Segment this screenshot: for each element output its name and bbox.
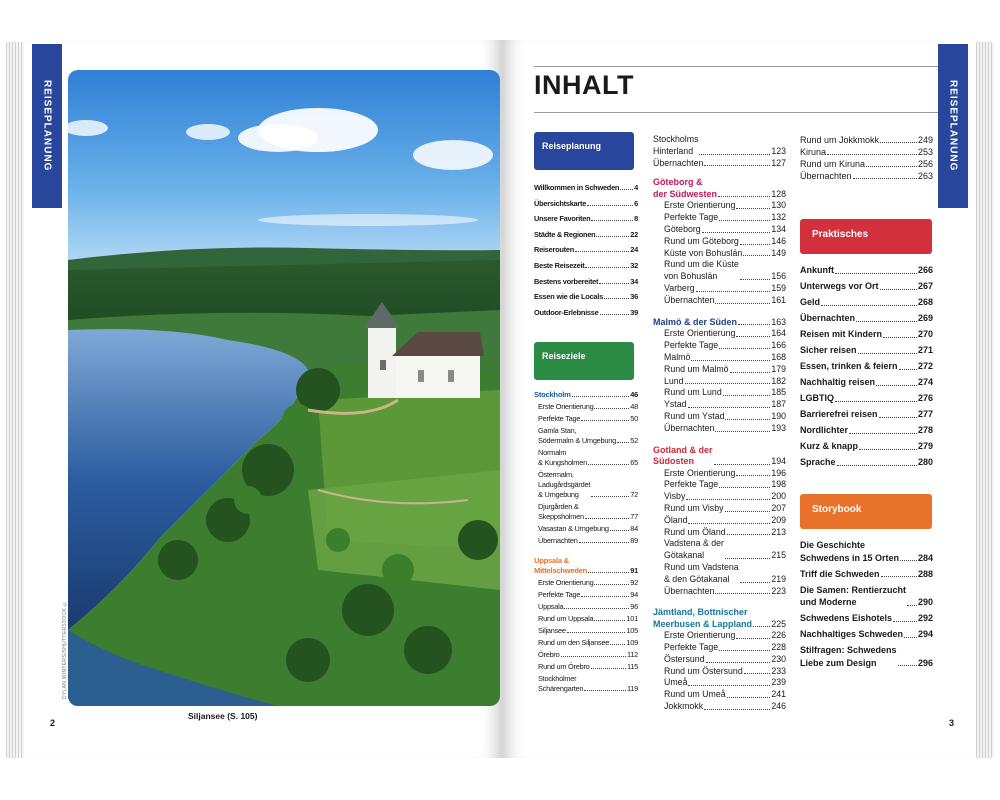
toc-entry[interactable]: Bestens vorbereitet 34 bbox=[534, 276, 638, 286]
toc-entry[interactable]: Sprache 280 bbox=[800, 457, 933, 467]
uppsala-section bbox=[534, 556, 638, 694]
toc-entry[interactable]: Nordlichter 278 bbox=[800, 425, 933, 435]
toc-entry[interactable]: Reisen mit Kindern 270 bbox=[800, 329, 933, 339]
toc-entry[interactable]: Rund um Örebro 115 bbox=[538, 662, 638, 672]
toc-entry[interactable]: Rund um Göteborg 146 bbox=[664, 235, 786, 246]
toc-entry[interactable]: Rund um Uppsala 101 bbox=[538, 614, 638, 624]
toc-entry[interactable]: Die Geschichte Schwedens in 15 Orten 284 bbox=[800, 540, 933, 563]
toc-title: INHALT bbox=[534, 70, 634, 100]
toc-entry[interactable]: Visby 200 bbox=[664, 491, 786, 502]
stockholm-section bbox=[534, 389, 638, 546]
toc-entry[interactable]: Erste Orientierung 48 bbox=[538, 402, 638, 412]
toc-entry[interactable]: Unsere Favoriten 8 bbox=[534, 214, 638, 224]
toc-entry[interactable]: Ankunft 266 bbox=[800, 265, 933, 275]
toc-entry[interactable]: Rund um Vadstena & den Götakanal 219 bbox=[664, 561, 786, 584]
reiseplanung-list bbox=[534, 182, 638, 318]
toc-entry[interactable]: Vasastan & Umgebung 84 bbox=[538, 524, 638, 534]
toc-entry[interactable]: Djurgården & Skeppsholmen 77 bbox=[538, 502, 638, 522]
toc-entry[interactable]: Vadstena & der Götakanal 215 bbox=[664, 538, 786, 561]
toc-entry[interactable]: Rund um die Küste von Bohuslän 156 bbox=[664, 259, 786, 282]
toc-entry[interactable]: Jokkmokk 246 bbox=[664, 701, 786, 712]
toc-entry[interactable]: Rund um Malmö 179 bbox=[664, 363, 786, 374]
toc-entry[interactable]: Barrierefrei reisen 277 bbox=[800, 409, 933, 419]
photo-caption: Siljansee (S. 105) bbox=[188, 711, 258, 721]
toc-entry[interactable]: Perfekte Tage 198 bbox=[664, 479, 786, 490]
left-page bbox=[24, 40, 502, 758]
toc-entry[interactable]: Gamla Stan, Södermalm & Umgebung 52 bbox=[538, 426, 638, 446]
goteborg-section bbox=[653, 177, 786, 306]
lake-church-illustration bbox=[68, 70, 500, 706]
toc-entry[interactable]: Übernachten 127 bbox=[653, 157, 786, 168]
toc-entry[interactable]: Übernachten 161 bbox=[664, 294, 786, 305]
toc-entry[interactable]: Ystad 187 bbox=[664, 399, 786, 410]
toc-entry[interactable]: Outdoor-Erlebnisse 39 bbox=[534, 307, 638, 317]
toc-entry[interactable]: Malmö 168 bbox=[664, 351, 786, 362]
jamtland-section bbox=[653, 607, 786, 713]
toc-section-head-uppsala[interactable]: Uppsala & Mittelschweden 91 bbox=[534, 556, 638, 576]
toc-entry[interactable]: Perfekte Tage 94 bbox=[538, 590, 638, 600]
toc-entry[interactable]: Essen, trinken & feiern 272 bbox=[800, 361, 933, 371]
toc-entry[interactable]: Uppsala 96 bbox=[538, 602, 638, 612]
side-tab-right: REISEPLANUNG bbox=[938, 44, 968, 208]
toc-entry[interactable]: Die Samen: Rentierzucht und Moderne 290 bbox=[800, 584, 933, 607]
toc-entry[interactable]: Normalm & Kungsholmen 65 bbox=[538, 448, 638, 468]
toc-entry[interactable]: Siljansee 105 bbox=[538, 626, 638, 636]
malmo-section bbox=[653, 317, 786, 435]
toc-entry[interactable]: Übernachten 223 bbox=[664, 585, 786, 596]
toc-entry[interactable]: Übersichtskarte 6 bbox=[534, 198, 638, 208]
toc-column-3 bbox=[800, 134, 933, 673]
toc-entry[interactable]: Stockholmer Schärengarten 119 bbox=[538, 674, 638, 694]
toc-entry[interactable]: Perfekte Tage 132 bbox=[664, 212, 786, 223]
toc-entry[interactable]: Östersund 230 bbox=[664, 653, 786, 664]
toc-entry[interactable]: Varberg 159 bbox=[664, 282, 786, 293]
gotland-section bbox=[653, 445, 786, 598]
toc-entry[interactable]: Nachhaltig reisen 274 bbox=[800, 377, 933, 387]
title-rule-top bbox=[534, 66, 938, 67]
toc-entry[interactable]: Reiserouten 24 bbox=[534, 245, 638, 255]
toc-entry[interactable]: Städte & Regionen 22 bbox=[534, 229, 638, 239]
toc-entry[interactable]: LGBTIQ 276 bbox=[800, 393, 933, 403]
toc-section-head-malmo[interactable]: Malmö & der Süden 163 bbox=[653, 316, 786, 327]
toc-entry[interactable]: Triff die Schweden 288 bbox=[800, 568, 933, 579]
toc-column-1 bbox=[534, 132, 638, 696]
siljansee-photo bbox=[68, 70, 500, 706]
page-number-right: 3 bbox=[948, 718, 954, 728]
toc-entry[interactable]: Erste Orientierung 226 bbox=[664, 630, 786, 641]
toc-entry[interactable]: Kurz & knapp 279 bbox=[800, 441, 933, 451]
toc-entry[interactable]: Rund um Ystad 190 bbox=[664, 410, 786, 421]
toc-entry[interactable]: Rund um Visby 207 bbox=[664, 502, 786, 513]
toc-entry[interactable]: Rund um den Siljansee 109 bbox=[538, 638, 638, 648]
toc-entry[interactable]: Rund um Lund 185 bbox=[664, 387, 786, 398]
praktisches-list bbox=[800, 264, 933, 469]
toc-entry[interactable]: Geld 268 bbox=[800, 297, 933, 307]
toc-entry[interactable]: Küste von Bohuslän 149 bbox=[664, 247, 786, 258]
toc-column-2 bbox=[653, 134, 786, 713]
toc-entry[interactable]: Rund um Jokkmokk 249 bbox=[800, 135, 933, 145]
toc-entry[interactable]: Göteborg 134 bbox=[664, 223, 786, 234]
toc-entry[interactable]: Schwedens Eishotels 292 bbox=[800, 613, 933, 623]
toc-entry[interactable]: Perfekte Tage 228 bbox=[664, 642, 786, 653]
toc-section-head-goteborg[interactable]: Göteborg & der Südwesten 128 bbox=[653, 177, 786, 199]
toc-entry[interactable]: Beste Reisezeit 32 bbox=[534, 260, 638, 270]
toc-section-head-jamtland[interactable]: Jämtland, Bottnischer Meerbusen & Lappland 225 bbox=[653, 607, 786, 629]
toc-entry[interactable]: Essen wie die Locals 36 bbox=[534, 292, 638, 302]
page-number-left: 2 bbox=[50, 718, 56, 728]
toc-entry[interactable]: Nachhaltiges Schweden 294 bbox=[800, 629, 933, 639]
toc-entry[interactable]: Übernachten 193 bbox=[664, 422, 786, 433]
toc-entry[interactable]: Perfekte Tage 50 bbox=[538, 414, 638, 424]
toc-section-head-gotland[interactable]: Gotland & der Südosten 194 bbox=[653, 444, 786, 467]
toc-entry[interactable]: Rund um Östersund 233 bbox=[664, 665, 786, 676]
open-book bbox=[6, 40, 994, 758]
toc-entry[interactable]: Rund um Öland 213 bbox=[664, 526, 786, 537]
toc-entry[interactable]: Erste Orientierung 164 bbox=[664, 328, 786, 339]
toc-entry[interactable]: Übernachten 269 bbox=[800, 313, 933, 323]
toc-entry[interactable]: Umeå 239 bbox=[664, 677, 786, 688]
toc-entry[interactable]: Übernachten 263 bbox=[800, 171, 933, 181]
toc-entry[interactable]: Stockholms Hinterland 123 bbox=[653, 134, 786, 156]
toc-entry[interactable]: Öland 209 bbox=[664, 514, 786, 525]
section-badge-reiseplanung[interactable]: Reiseplanung bbox=[534, 132, 634, 170]
side-tab-left: REISEPLANUNG bbox=[32, 44, 62, 208]
toc-entry[interactable]: Unterwegs vor Ort 267 bbox=[800, 281, 933, 291]
toc-entry[interactable]: Rund um Kiruna 256 bbox=[800, 159, 933, 169]
stockholm-cont-section bbox=[653, 134, 786, 169]
toc-entry[interactable]: Sicher reisen 271 bbox=[800, 345, 933, 355]
toc-entry[interactable]: Perfekte Tage 166 bbox=[664, 340, 786, 351]
toc-entry[interactable]: Erste Orientierung 196 bbox=[664, 467, 786, 478]
toc-entry[interactable]: Kiruna 253 bbox=[800, 147, 933, 157]
photo-credit: DYLAN WINTERS/SHUTTERSTOCK © bbox=[62, 600, 68, 700]
title-rule-bottom bbox=[534, 112, 938, 113]
storybook-list bbox=[800, 539, 933, 669]
toc-entry[interactable]: Stilfragen: Schwedens Liebe zum Design 296 bbox=[800, 645, 933, 668]
toc-section-head-stockholm[interactable]: Stockholm 46 bbox=[534, 390, 638, 400]
toc-entry[interactable]: Willkommen in Schweden 4 bbox=[534, 183, 638, 192]
jamtland-cont-section bbox=[800, 134, 933, 182]
toc-entry[interactable]: Erste Orientierung 130 bbox=[664, 200, 786, 211]
toc-entry[interactable]: Rund um Umeå 241 bbox=[664, 689, 786, 700]
section-badge-reiseziele[interactable]: Reiseziele bbox=[534, 342, 634, 380]
right-page bbox=[502, 40, 976, 758]
toc-entry[interactable]: Östermalm, Ladugårdsgärdet & Umgebung 72 bbox=[538, 470, 638, 500]
section-badge-storybook[interactable]: Storybook bbox=[800, 494, 932, 529]
toc-entry[interactable]: Erste Orientierung 92 bbox=[538, 578, 638, 588]
section-badge-praktisches[interactable]: Praktisches bbox=[800, 219, 932, 254]
toc-entry[interactable]: Übernachten 89 bbox=[538, 536, 638, 546]
toc-entry[interactable]: Örebro 112 bbox=[538, 650, 638, 660]
toc-entry[interactable]: Lund 182 bbox=[664, 375, 786, 386]
